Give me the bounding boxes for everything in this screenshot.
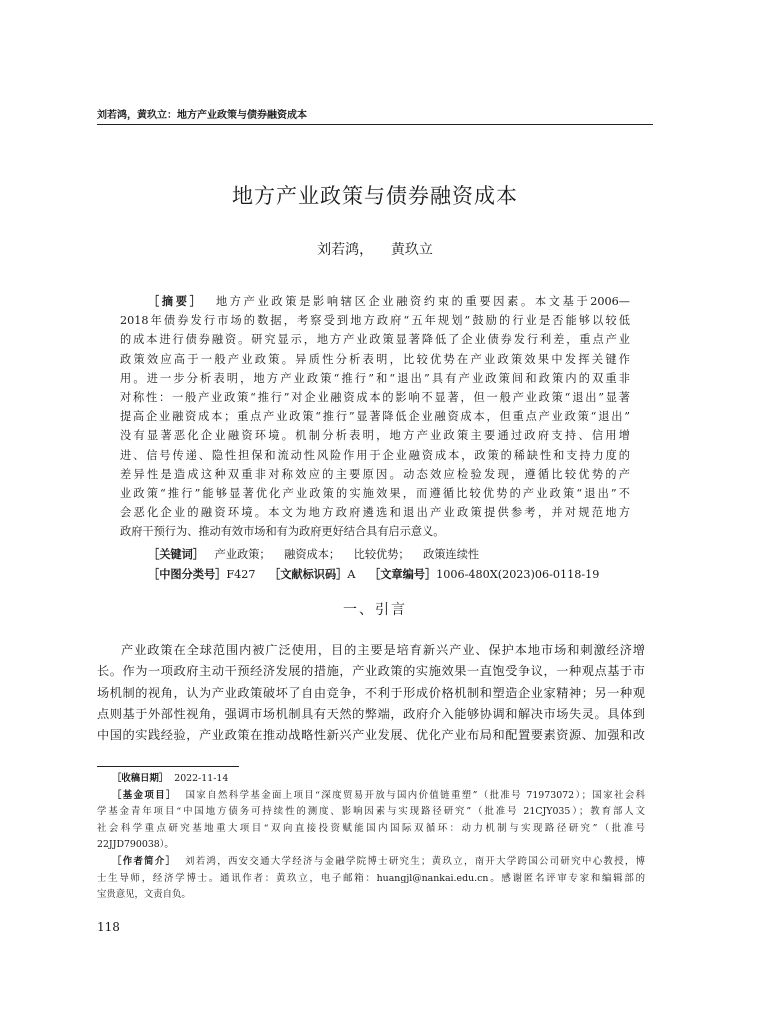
abstract-line: 会恶化企业的融资环境。本文为地方政府遴选和退出产业政策提供参考，并对规范地方 (120, 506, 630, 520)
abstract-line: 进、信号传递、隐性担保和流动性风险作用于企业融资成本，政策的稀缺性和支持力度的 (120, 448, 630, 462)
abstract-line: 对称性：一般产业政策“推行”对企业融资成本的影响不显著，但一般产业政策“退出”显著 (120, 390, 630, 404)
running-head: 刘若鸿，黄玖立：地方产业政策与债券融资成本 (97, 110, 307, 121)
author-text: 刘若鸿，西安交通大学经济与金融学院博士研究生；黄玖立，南开大学跨国公司研究中心教授，博 (185, 855, 645, 867)
body-text (97, 640, 645, 746)
classification (148, 567, 628, 583)
abstract-line: 政府干预行为、推动有效市场和有为政府更好结合具有启示意义。 (120, 525, 445, 539)
clc-label: ［中图分类号］ (148, 568, 227, 581)
footnote-author-line: 士生导师，经济学博士。通讯作者：黄玖立，电子邮箱：huangjl@nankai.edu.cn。感谢匿名评审专家和编辑部的 (97, 872, 645, 884)
article-title: 地方产业政策与债券融资成本 (232, 184, 518, 208)
body-line: 长。作为一项政府主动干预经济发展的措施，产业政策的实施效果一直饱受争议，一种观点基于市 (97, 664, 645, 679)
doc-code-value: A (347, 568, 356, 581)
received-value: 2022-11-14 (174, 773, 229, 784)
body-line: 中国的实践经验，产业政策在推动战略性新兴产业发展、优化产业布局和配置要素资源、加强和改 (97, 728, 645, 743)
abstract-line (120, 292, 630, 311)
footnote-fund-line: 社会科学重点研究基地重大项目“双向直接投资赋能国内国际双循环：动力机制与实现路径研究”（批准号 (97, 822, 645, 834)
keyword: 融资成本； (284, 548, 341, 561)
abstract-line: 用。进一步分析表明，地方产业政策“推行”和“退出”具有产业政策间和政策内的双重非 (120, 371, 630, 385)
abstract-line: 政策效应高于一般产业政策。异质性分析表明，比较优势在产业政策效果中发挥关键作 (120, 352, 630, 366)
abstract-line: 差异性是造成这种双重非对称效应的主要原因。动态效应检验发现，遵循比较优势的产 (120, 467, 630, 481)
abstract-line: 的成本进行债券融资。研究显示，地方产业政策显著降低了企业债券发行利差，重点产业 (120, 333, 630, 347)
abstract-label: ［摘要］ (148, 295, 204, 308)
footnote-fund-line: 学基金青年项目“中国地方债务可持续性的测度、影响因素与实现路径研究”（批准号 21CJY035）；教育部人文 (97, 806, 645, 818)
footnotes (97, 771, 645, 904)
fund-label: ［基金项目］ (112, 789, 177, 801)
author-label: ［作者简介］ (112, 855, 177, 867)
abstract-text: 地方产业政策是影响辖区企业融资约束的重要因素。本文基于2006— (215, 295, 630, 308)
abstract-line: 提高企业融资成本；重点产业政策“推行”显著降低企业融资成本，但重点产业政策“退出” (120, 410, 630, 424)
footnote-author-line: 宝贵意见，文责自负。 (97, 889, 191, 901)
page-number: 118 (97, 920, 120, 934)
abstract-line: 2018年债券发行市场的数据，考察受到地方政府“五年规划”鼓励的行业是否能够以较低 (120, 314, 630, 328)
abstract (120, 292, 630, 541)
body-line: 场机制的视角，认为产业政策破坏了自由竞争，不利于形成价格机制和塑造企业家精神；另一种观 (97, 685, 645, 700)
keywords (148, 547, 628, 563)
article-number-label: ［文章编号］ (369, 568, 437, 581)
keyword: 比较优势； (353, 548, 410, 561)
article-number-value: 1006-480X(2023)06-0118-19 (436, 568, 600, 581)
footnote-fund (112, 788, 645, 805)
doc-code-label: ［文献标识码］ (269, 568, 348, 581)
abstract-line: 没有显著恶化企业融资环境。机制分析表明，地方产业政策主要通过政府支持、信用增 (120, 429, 630, 443)
footnote-fund-line: 22JJD790038）。 (97, 839, 174, 851)
keyword: 产业政策； (214, 548, 271, 561)
footnote-author (112, 854, 645, 871)
body-line: 产业政策在全球范围内被广泛使用，目的主要是培育新兴产业、保护本地市场和刺激经济增 (121, 643, 645, 657)
footnote-received (112, 771, 645, 788)
clc-value: F427 (226, 568, 256, 581)
keyword: 政策连续性 (423, 548, 480, 561)
header-rule (97, 124, 653, 125)
footnote-rule (97, 766, 239, 767)
section-heading: 一、引言 (343, 602, 407, 618)
abstract-line: 业政策“推行”能够显著优化产业政策的实施效果，而遵循比较优势的产业政策“退出”不 (120, 486, 630, 500)
keywords-label: ［关键词］ (148, 548, 204, 561)
fund-text: 国家自然科学基金面上项目“深度贸易开放与国内价值链重塑”（批准号 71973072）；国家社会科 (185, 789, 645, 801)
article-authors: 刘若鸿， 黄玖立 (317, 242, 433, 258)
received-label: ［收稿日期］ (112, 773, 169, 784)
body-line: 点则基于外部性视角，强调市场机制具有天然的弊端，政府介入能够协调和解决市场失灵。具体到 (97, 706, 645, 721)
